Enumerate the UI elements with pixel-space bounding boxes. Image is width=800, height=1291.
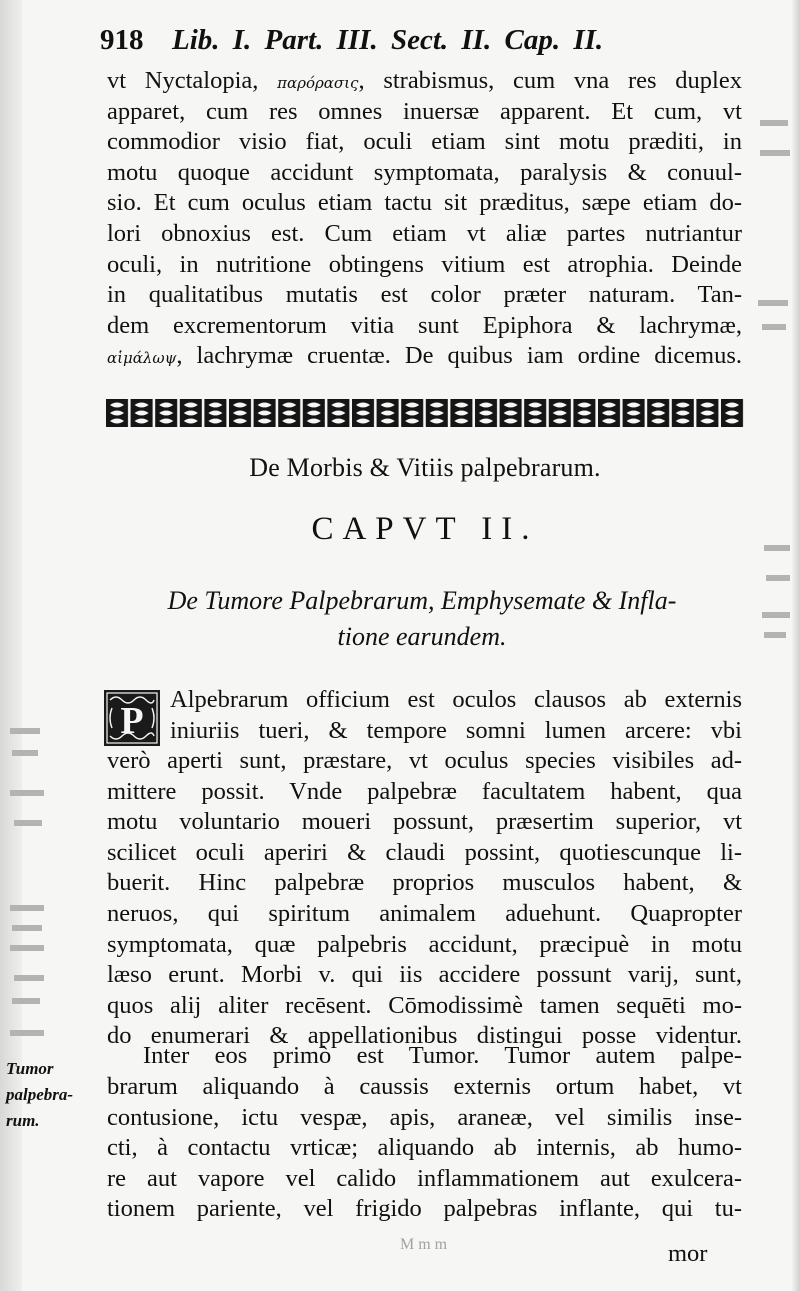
intro-line: in qualitatibus mutatis est color præter naturam. Tan- (107, 281, 742, 309)
body-drop-lines (170, 685, 742, 746)
intro-line: sio. Et cum oculus etiam tactu sit præditus, sæpe etiam do- (107, 189, 742, 217)
body-line: brarum aliquando à caussis externis ortum habet, vt (107, 1073, 742, 1100)
catchword: mor (668, 1240, 708, 1267)
body-line: tionem pariente, vel frigido palpebras inflante, qui tu- (107, 1195, 742, 1223)
chapter-subtitle-line2: tione earundem. (337, 622, 507, 651)
signature-mark: M m m (400, 1236, 448, 1253)
intro-line: commodior visio fiat, oculi etiam sint motu præditi, in (107, 128, 742, 156)
body-paragraph (107, 746, 742, 1052)
drop-cap-ornament (104, 690, 160, 746)
greek-word: παρόρασις (277, 74, 359, 92)
body-line: læso erunt. Morbi v. qui iis accidere possunt varij, sunt, (107, 961, 742, 989)
body-line: do enumerari & appellationibus distingui posse videntur. (107, 1022, 742, 1050)
body-line: quos alij aliter recēsent. Cōmodissimè tamen sequēti mo- (107, 991, 742, 1019)
body-line: cti, à contactu vrticæ; aliquando ab internis, ab humo- (107, 1134, 742, 1162)
intro-line: apparet, cum res omnes inuersæ apparent. Et cum, vt (107, 97, 742, 125)
body-line: buerit. Hinc palpebræ proprios musculos habent, & (107, 869, 742, 897)
margin-note-line3: rum. (6, 1111, 40, 1130)
body-line: scilicet oculi aperiri & claudi possint, quotiescunque li- (107, 838, 742, 866)
intro-line (107, 341, 742, 372)
body-paragraph-indented-first (143, 1041, 742, 1072)
drop-cap-letter: P (120, 700, 144, 742)
body-line: Alpebrarum officium est oculos clausos ab externis (170, 686, 742, 713)
chapter-subtitle-line1: De Tumore Palpebrarum, Emphysemate & Infla- (167, 586, 677, 615)
running-header (100, 24, 700, 64)
intro-line: oculi, in nutritione obtingens vitium est atrophia. Deinde (107, 250, 742, 278)
running-head-text: Lib. I. Part. III. Sect. II. Cap. II. (172, 24, 604, 56)
body-line: Inter eos primò est Tumor. Tumor autem palpe- (143, 1042, 742, 1069)
greek-word: αἱμάλωψ (107, 349, 177, 368)
intro-line: motu quoque accidunt symptomata, paralysis & conuul- (107, 158, 742, 186)
section-title: De Morbis & Vitiis palpebrarum. (249, 453, 601, 482)
body-line: mittere possit. Vnde palpebræ facultatem habent, qua (107, 777, 742, 805)
intro-paragraph (107, 66, 742, 372)
intro-line-text: vt Nyctalopia, (107, 67, 278, 94)
drop-cap (104, 690, 160, 746)
margin-note-line2: palpebra- (6, 1085, 74, 1104)
intro-line-text: , lachrymæ cruentæ. De quibus iam ordine dicemus. (176, 342, 742, 370)
intro-line-text: , strabismus, cum vna res duplex (358, 67, 742, 94)
page-number: 918 (100, 24, 144, 56)
intro-line: lori obnoxius est. Cum etiam vt aliæ partes nutriantur (107, 219, 742, 247)
intro-line (107, 66, 742, 97)
chapter-heading: CAPVT II. (311, 511, 539, 547)
body-line: re aut vapore vel calido inflammationem aut exulcera- (107, 1164, 742, 1192)
body-line: verò aperti sunt, præstare, vt oculus species visibiles ad- (107, 747, 742, 774)
ornamental-band (105, 398, 745, 428)
body-line: contusione, ictu vespæ, apis, araneæ, vel similis inse- (107, 1103, 742, 1131)
body-line: symptomata, quæ palpebris accidunt, præcipuè in motu (107, 930, 742, 958)
body-line: motu voluntario moueri possunt, præsertim superior, vt (107, 808, 742, 836)
intro-line: dem excrementorum vitia sunt Epiphora & lachrymæ, (107, 311, 742, 339)
body-line: iniuriis tueri, & tempore somni lumen arcere: vbi (170, 716, 742, 744)
body-paragraph-continued (107, 1072, 742, 1225)
body-line: neruos, qui spiritum animalem aduehunt. Quapropter (107, 899, 742, 927)
margin-note-line1: Tumor (6, 1059, 54, 1078)
